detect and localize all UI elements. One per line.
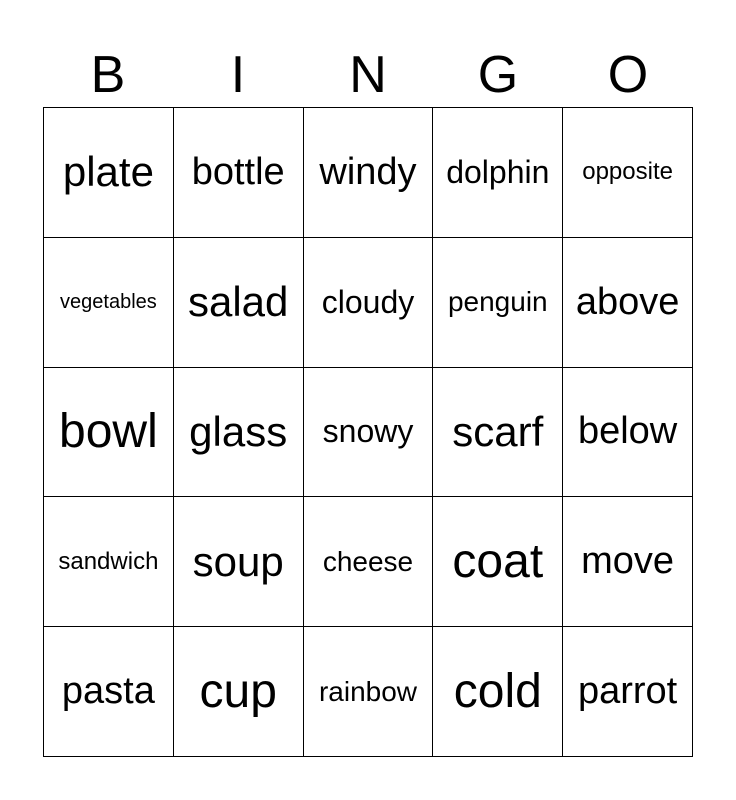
bingo-cell: [433, 497, 563, 627]
cell-word: rainbow: [318, 675, 418, 707]
cell-word: coat: [452, 535, 544, 589]
bingo-cell: [174, 627, 304, 757]
cell-word: penguin: [447, 286, 548, 318]
cell-word: windy: [319, 150, 417, 193]
bingo-cell: [304, 238, 434, 368]
cell-word: cheese: [322, 545, 414, 577]
cell-word: bottle: [191, 150, 285, 193]
bingo-cell: [44, 108, 174, 238]
cell-word: cloudy: [321, 283, 415, 320]
bingo-cell: [44, 497, 174, 627]
bingo-header: [43, 44, 693, 106]
bingo-cell: [44, 627, 174, 757]
bingo-cell: [563, 497, 693, 627]
bingo-cell: [433, 368, 563, 498]
header-letter-b: B: [90, 46, 126, 104]
header-letter-g: G: [477, 46, 519, 104]
bingo-cell: [563, 108, 693, 238]
bingo-cell: [174, 238, 304, 368]
cell-word: bowl: [59, 405, 158, 459]
cell-word: glass: [189, 407, 288, 455]
bingo-cell: [174, 108, 304, 238]
bingo-cell: [563, 368, 693, 498]
bingo-cell: [44, 238, 174, 368]
cell-word: sandwich: [58, 547, 159, 575]
bingo-cell: [433, 627, 563, 757]
bingo-cell: [304, 497, 434, 627]
bingo-cell: [563, 238, 693, 368]
bingo-cell: [304, 108, 434, 238]
cell-word: below: [577, 410, 678, 453]
cell-word: cold: [453, 665, 542, 719]
cell-word: above: [575, 280, 680, 323]
cell-word: salad: [187, 278, 289, 326]
cell-word: plate: [62, 148, 154, 196]
cell-word: move: [581, 540, 675, 583]
cell-word: cup: [199, 665, 277, 719]
cell-word: dolphin: [446, 153, 550, 190]
bingo-cell: [304, 627, 434, 757]
cell-word: snowy: [322, 413, 414, 450]
cell-word: pasta: [61, 670, 155, 713]
bingo-cell: [433, 108, 563, 238]
bingo-card-grid: [43, 107, 693, 757]
cell-word: soup: [192, 537, 284, 585]
bingo-cell: [174, 368, 304, 498]
header-letter-o: O: [607, 46, 649, 104]
header-letter-n: N: [349, 46, 387, 104]
bingo-cell: [304, 368, 434, 498]
bingo-cell: [44, 368, 174, 498]
bingo-cell: [174, 497, 304, 627]
bingo-cell: [563, 627, 693, 757]
bingo-cell: [433, 238, 563, 368]
cell-word: opposite: [582, 158, 673, 186]
header-letter-i: I: [230, 46, 246, 104]
cell-word: vegetables: [60, 290, 157, 313]
cell-word: parrot: [577, 670, 678, 713]
cell-word: scarf: [452, 407, 544, 455]
